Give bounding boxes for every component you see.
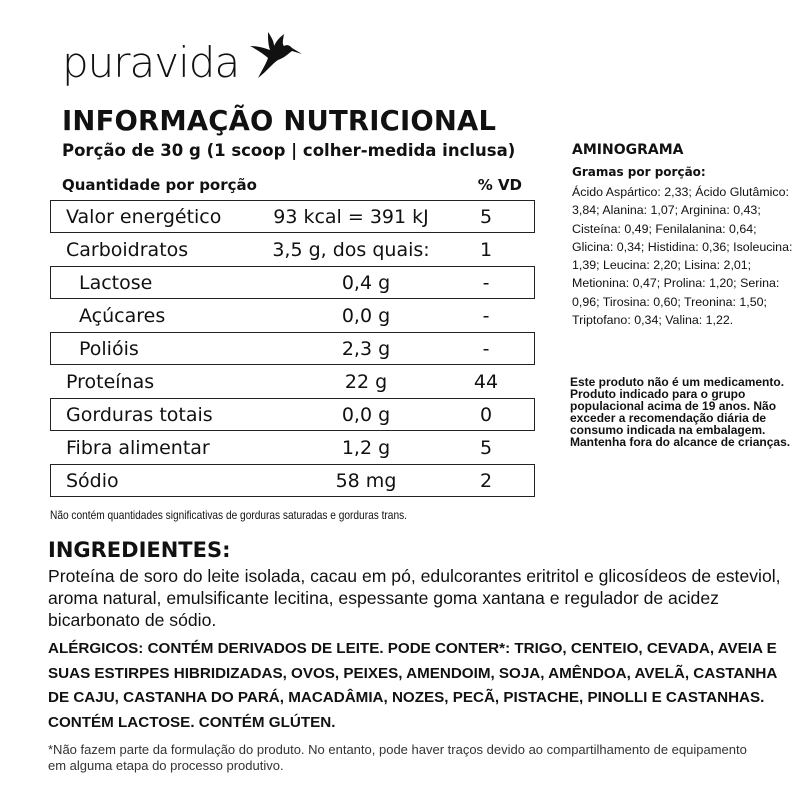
nutrient-dv: - [482, 338, 490, 360]
nutrient-name: Açúcares [79, 305, 166, 327]
brand-logo [62, 30, 302, 92]
nutrient-dv: 5 [479, 206, 493, 228]
table-header [62, 176, 532, 194]
nutrient-dv: 1 [479, 239, 493, 261]
ingredients-title: INGREDIENTES: [48, 538, 231, 562]
ingredients-text: Proteína de soro do leite isolada, cacau em pó, edulcorantes eritritol e glicosídeos de esteviol, aroma natural, emulsificante lecitina, espessante goma xantana e regulador de acidez bicarbonato de sódio. [48, 566, 781, 630]
nutrient-value: 58 mg [335, 470, 397, 492]
nutrient-name: Fibra alimentar [66, 437, 210, 459]
label-title: INFORMAÇÃO NUTRICIONAL [62, 104, 497, 137]
footnote: *Não fazem parte da formulação do produto. No entanto, pode haver traços devido ao compartilhamento de equipamento em alguma etapa do processo produtivo. [48, 742, 747, 773]
nutrient-dv: 44 [473, 371, 499, 393]
aminogram-title: AMINOGRAMA [572, 142, 684, 158]
nutrient-dv: - [482, 305, 490, 327]
nutrient-dv: 5 [479, 437, 493, 459]
table-row [50, 365, 535, 398]
nutrient-dv: - [482, 272, 490, 294]
table-row [50, 464, 535, 497]
table-note: Não contém quantidades significativas de gorduras saturadas e gorduras trans. [50, 508, 407, 522]
nutrient-value: 3,5 g, dos quais: [272, 239, 430, 261]
nutrient-name: Sódio [66, 470, 119, 492]
nutrient-dv: 2 [479, 470, 493, 492]
amount-header: Quantidade por porção [62, 176, 257, 194]
aminogram-text: Ácido Aspártico: 2,33; Ácido Glutâmico: 3,84; Alanina: 1,07; Arginina: 0,43; Cisteína: 0,49; Fenilalanina: 0,64; Glicina: 0,34; Histidina: 0,36; Isoleucina: 1,39; Leucina: 2,20; Lisina: 2,01; Metionina: 0,47; Prolina: 1,20; Serina: 0,96; Tirosina: 0,60; Treonina: 1,50; Triptofano: 0,34; Valina: 1,22. [572, 185, 793, 328]
nutrient-value: 0,4 g [341, 272, 391, 294]
table-row [50, 233, 535, 266]
table-row [50, 398, 535, 431]
brand-name: puravida [62, 38, 240, 87]
table-row [50, 266, 535, 299]
aminogram-subtitle: Gramas por porção: [572, 165, 706, 179]
nutrient-name: Lactose [79, 272, 153, 294]
dv-header: % VD [477, 176, 522, 194]
hummingbird-icon [250, 30, 302, 80]
nutrient-name: Carboidratos [66, 239, 189, 261]
table-row [50, 332, 535, 365]
nutrient-name: Valor energético [66, 206, 222, 228]
nutrient-value: 1,2 g [341, 437, 391, 459]
nutrient-value: 93 kcal = 391 kJ [273, 206, 429, 228]
nutrient-name: Proteínas [66, 371, 155, 393]
table-row [50, 299, 535, 332]
nutrient-value: 22 g [344, 371, 388, 393]
portion-size: Porção de 30 g (1 scoop | colher-medida inclusa) [62, 141, 516, 160]
nutrient-value: 2,3 g [341, 338, 391, 360]
warning-text: Este produto não é um medicamento. Produto indicado para o grupo populacional acima de 19 anos. Não exceder a recomendação diária de consumo indicada na embalagem. Mantenha fora do alcance de crianças. [570, 375, 791, 449]
nutrient-value: 0,0 g [341, 404, 391, 426]
nutrient-value: 0,0 g [341, 305, 391, 327]
nutrient-name: Polióis [79, 338, 139, 360]
allergens-text: ALÉRGICOS: CONTÉM DERIVADOS DE LEITE. PODE CONTER*: TRIGO, CENTEIO, CEVADA, AVEIA E SUAS ESTIRPES HIBRIDIZADAS, OVOS, PEIXES, AMENDOIM, SOJA, AMÊNDOA, AVELÃ, CASTANHA DE CAJU, CASTANHA DO PARÁ, MACADÂMIA, NOZES, PECÃ, PISTACHE, PINOLLI E CASTANHAS. CONTÉM LACTOSE. CONTÉM GLÚTEN. [48, 640, 777, 731]
nutrient-dv: 0 [479, 404, 493, 426]
table-row [50, 200, 535, 233]
table-row [50, 431, 535, 464]
nutrition-table [50, 200, 535, 497]
nutrient-name: Gorduras totais [66, 404, 213, 426]
